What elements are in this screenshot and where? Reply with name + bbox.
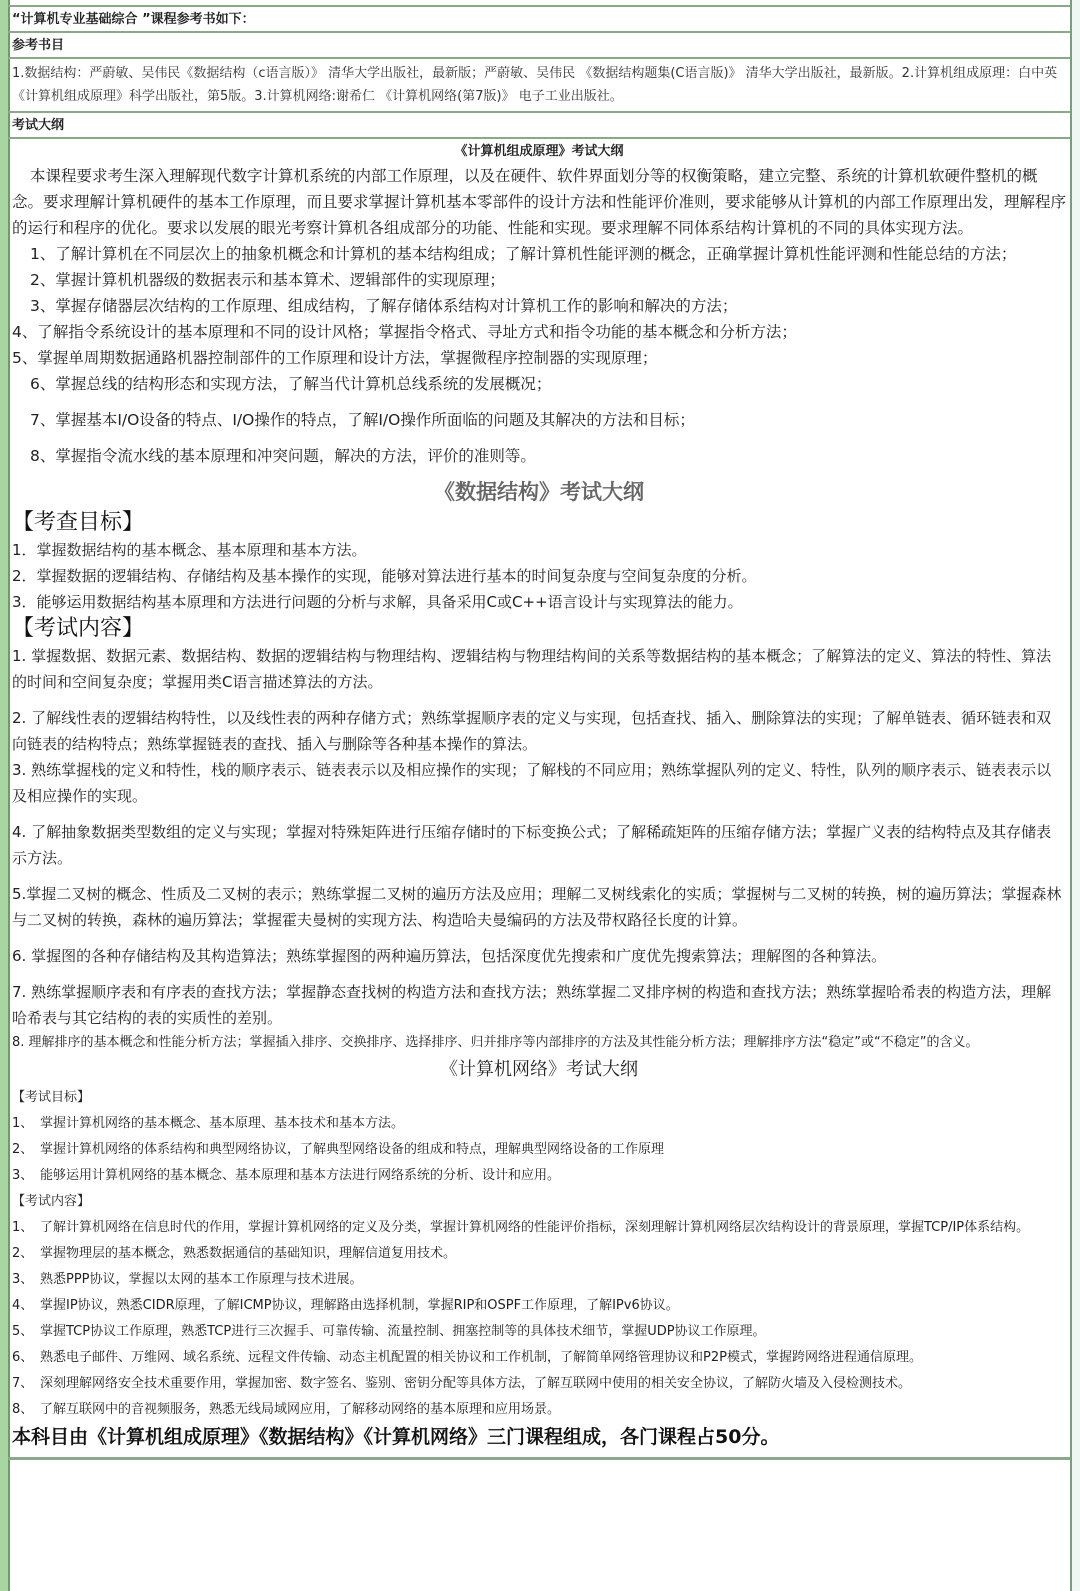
net-content-item: [12, 1215, 1066, 1241]
syllabus-table: [8, 0, 1070, 1460]
net-content-text: 掌握物理层的基本概念，熟悉数据通信的基础知识，理解信道复用技术。: [40, 1246, 457, 1261]
outline-label-row: [8, 111, 1070, 137]
refs-label-row: [8, 31, 1070, 57]
coa-intro-text: 本课程要求考生深入理解现代数字计算机系统的内部工作原理，以及在硬件、软件界面划分等的权衡策略，建立完整、系统的计算机软硬件整机的概念。要求理解计算机硬件的基本工作原理，而且要求掌握计算机基本零部件的设计方法和性能评价准则，要求能够从计算机的内部工作原理出发，理解程序的运行和程序的优化。要求以发展的眼光考察计算机各组成部分的功能、性能和实现。要求理解不同体系结构计算机的不同的具体实现方法。: [12, 167, 1067, 237]
net-goal: [12, 1111, 1066, 1137]
ds-content-item: 5.掌握二叉树的概念、性质及二叉树的表示；熟练掌握二叉树的遍历方法及应用；理解二叉树线索化的实质；掌握树与二叉树的转换，树的遍历算法；掌握森林与二叉树的转换，森林的遍历算法；掌握霍夫曼树的实现方法、构造哈夫曼编码的方法及带权路径长度的计算。: [12, 885, 1062, 929]
net-content-item: [12, 1293, 1066, 1319]
net-content-num: 6、: [12, 1350, 34, 1365]
outline-label: 考试大纲: [12, 118, 65, 133]
ds-goal: 2．掌握数据的逻辑结构、存储结构及基本操作的实现，能够对算法进行基本的时间复杂度与空间复杂度的分析。: [12, 567, 757, 585]
net-goal-num: 1、: [12, 1116, 34, 1131]
ds-goal: 3．能够运用数据结构基本原理和方法进行问题的分析与求解，具备采用C或C++语言设计与实现算法的能力。: [12, 593, 743, 611]
net-content-item: [12, 1267, 1066, 1293]
ds-content-label: 【考试内容】: [12, 616, 145, 641]
refs-text: 1.数据结构：严蔚敏、吴伟民《数据结构（c语言版）》 清华大学出版社，最新版；严蔚敏、吴伟民 《数据结构题集(C语言版)》 清华大学出版社，最新版。2.计算机组成原理：白中英 《计算机组成原理》科学出版社，第5版。3.计算机网络:谢希仁 《计算机网络(第7版)》 电子工业出版社。: [12, 66, 1058, 104]
course-title-row: [8, 5, 1070, 31]
refs-text-row: [8, 57, 1070, 111]
ds-content-item: 3. 熟练掌握栈的定义和特性，栈的顺序表示、链表表示以及相应操作的实现；了解栈的不同应用；熟练掌握队列的定义、特性，队列的顺序表示、链表表示以及相应操作的实现。: [12, 761, 1052, 805]
net-content-num: 3、: [12, 1272, 34, 1287]
ds-content-item: 2. 了解线性表的逻辑结构特性，以及线性表的两种存储方式；熟练掌握顺序表的定义与实现，包括查找、插入、删除算法的实现；了解单链表、循环链表和双向链表的结构特点；熟练掌握链表的查找、插入与删除等各种基本操作的算法。: [12, 709, 1052, 753]
outline-content: [8, 137, 1070, 1457]
net-content-item: [12, 1345, 1066, 1371]
ds-goals-label: 【考查目标】: [12, 510, 145, 535]
course-title: “计算机专业基础综合 ”课程参考书如下：: [12, 12, 255, 27]
net-content-text: 深刻理解网络安全技术重要作用，掌握加密、数字签名、鉴别、密钥分配等具体方法，了解互联网中使用的相关安全协议，了解防火墙及入侵检测技术。: [40, 1376, 912, 1391]
coa-item: 1、了解计算机在不同层次上的抽象机概念和计算机的基本结构组成；了解计算机性能评测的概念，正确掌握计算机性能评测和性能总结的方法；: [30, 245, 1017, 263]
coa-item: 4、了解指令系统设计的基本原理和不同的设计风格；掌握指令格式、寻址方式和指令功能的基本概念和分析方法；: [12, 323, 797, 341]
coa-item: 2、掌握计算机机器级的数据表示和基本算术、逻辑部件的实现原理；: [30, 271, 505, 289]
net-title: 《计算机网络》考试大纲: [440, 1059, 638, 1080]
coa-title: 《计算机组成原理》考试大纲: [454, 144, 624, 159]
net-content-item: [12, 1241, 1066, 1267]
ds-content-item: 4. 了解抽象数据类型数组的定义与实现；掌握对特殊矩阵进行压缩存储时的下标变换公式；了解稀疏矩阵的压缩存储方法；掌握广义表的结构特点及其存储表示方法。: [12, 823, 1052, 867]
net-content-text: 熟悉PPP协议，掌握以太网的基本工作原理与技术进展。: [40, 1272, 363, 1287]
summary-statement: 本科目由《计算机组成原理》《数据结构》《计算机网络》三门课程组成，各门课程占50分。: [12, 1426, 780, 1448]
net-goal-num: 2、: [12, 1142, 34, 1157]
refs-label: 参考书目: [12, 38, 65, 53]
net-content-text: 了解计算机网络在信息时代的作用，掌握计算机网络的定义及分类，掌握计算机网络的性能评价指标，深刻理解计算机网络层次结构设计的背景原理，掌握TCP/IP体系结构。: [40, 1220, 1030, 1235]
net-goal: [12, 1137, 1066, 1163]
net-goals-label: 【考试目标】: [12, 1090, 91, 1105]
net-content-num: 5、: [12, 1324, 34, 1339]
net-content-num: 2、: [12, 1246, 34, 1261]
net-content-num: 1、: [12, 1220, 34, 1235]
net-goal-text: 掌握计算机网络的体系结构和典型网络协议，了解典型网络设备的组成和特点，理解典型网络设备的工作原理: [40, 1142, 665, 1157]
ds-content-item: 8. 理解排序的基本概念和性能分析方法；掌握插入排序、交换排序、选择排序、归并排序等内部排序的方法及其性能分析方法；理解排序方法“稳定”或“不稳定”的含义。: [12, 1035, 979, 1050]
net-goal-text: 掌握计算机网络的基本概念、基本原理、基本技术和基本方法。: [40, 1116, 405, 1131]
net-content-num: 8、: [12, 1402, 34, 1417]
net-content-text: 掌握IP协议，熟悉CIDR原理，了解ICMP协议，理解路由选择机制，掌握RIP和OSPF工作原理，了解IPv6协议。: [40, 1298, 679, 1313]
net-goal-num: 3、: [12, 1168, 34, 1183]
ds-content-item: 1. 掌握数据、数据元素、数据结构、数据的逻辑结构与物理结构、逻辑结构与物理结构间的关系等数据结构的基本概念；了解算法的定义、算法的特性、算法的时间和空间复杂度；掌握用类C语言描述算法的方法。: [12, 647, 1052, 691]
coa-intro: [12, 163, 1066, 241]
ds-content-item: 6. 掌握图的各种存储结构及其构造算法；熟练掌握图的两种遍历算法，包括深度优先搜索和广度优先搜索算法；理解图的各种算法。: [12, 947, 887, 965]
net-content-text: 了解互联网中的音视频服务，熟悉无线局域网应用，了解移动网络的基本原理和应用场景。: [40, 1402, 561, 1417]
net-content-text: 熟悉电子邮件、万维网、域名系统、远程文件传输、动态主机配置的相关协议和工作机制，了解简单网络管理协议和P2P模式，掌握跨网络进程通信原理。: [40, 1350, 922, 1365]
coa-item: 6、掌握总线的结构形态和实现方法，了解当代计算机总线系统的发展概况；: [30, 375, 552, 393]
coa-item: 3、掌握存储器层次结构的工作原理、组成结构，了解存储体系结构对计算机工作的影响和解决的方法；: [30, 297, 738, 315]
right-border-strip: [1070, 0, 1080, 1591]
ds-title: 《数据结构》考试大纲: [434, 480, 644, 504]
net-goal-text: 能够运用计算机网络的基本概念、基本原理和基本方法进行网络系统的分析、设计和应用。: [40, 1168, 561, 1183]
net-content-item: [12, 1319, 1066, 1345]
coa-item: 7、掌握基本I/O设备的特点、I/O操作的特点，了解I/O操作所面临的问题及其解决的方法和目标；: [30, 411, 695, 429]
ds-goal: 1．掌握数据结构的基本概念、基本原理和基本方法。: [12, 541, 367, 559]
net-content-num: 4、: [12, 1298, 34, 1313]
ds-content-item: 7. 熟练掌握顺序表和有序表的查找方法；掌握静态查找树的构造方法和查找方法；熟练掌握二叉排序树的构造和查找方法；熟练掌握哈希表的构造方法，理解哈希表与其它结构的表的实质性的差别。: [12, 983, 1052, 1027]
net-content-text: 掌握TCP协议工作原理，熟悉TCP进行三次握手、可靠传输、流量控制、拥塞控制等的具体技术细节，掌握UDP协议工作原理。: [40, 1324, 766, 1339]
net-content-num: 7、: [12, 1376, 34, 1391]
net-content-item: [12, 1397, 1066, 1423]
net-goal: [12, 1163, 1066, 1189]
coa-item: 8、掌握指令流水线的基本原理和冲突问题，解决的方法，评价的准则等。: [30, 447, 536, 465]
coa-item: 5、掌握单周期数据通路机器控制部件的工作原理和设计方法，掌握微程序控制器的实现原理；: [12, 349, 658, 367]
net-content-label: 【考试内容】: [12, 1194, 91, 1209]
net-content-item: [12, 1371, 1066, 1397]
